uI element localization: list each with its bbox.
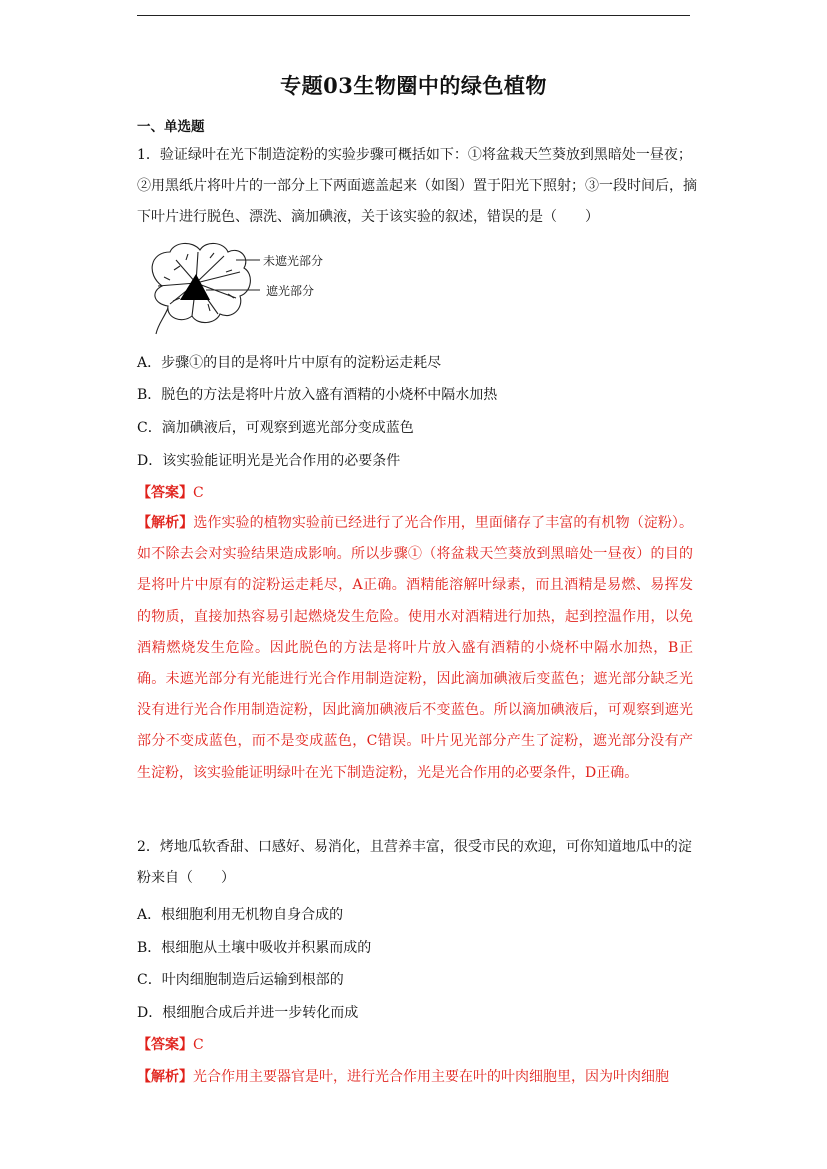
q2-answer-value: C — [193, 1037, 204, 1053]
section-heading: 一、单选题 — [137, 119, 205, 135]
q2-option-c: C．叶肉细胞制造后运输到根部的 — [137, 972, 344, 988]
page-title: 专题03生物圈中的绿色植物 — [280, 73, 547, 98]
q2-stem: 2．烤地瓜软香甜、口感好、易消化，且营养丰富，很受市民的欢迎，可你知道地瓜中的淀粉来自（ ） — [137, 839, 692, 887]
q1-option-c: C．滴加碘液后，可观察到遮光部分变成蓝色 — [137, 420, 414, 436]
q1-option-b: B．脱色的方法是将叶片放入盛有酒精的小烧杯中隔水加热 — [137, 387, 498, 403]
q2-analysis-text: 光合作用主要器官是叶，进行光合作用主要在叶的叶肉细胞里，因为叶肉细胞 — [193, 1069, 669, 1085]
q1-analysis-tag: 【解析】 — [137, 515, 194, 531]
q1-analysis-text: 选作实验的植物实验前已经进行了光合作用，里面储存了丰富的有机物（淀粉）。如不除去会对实验结果造成影响。所以步骤①（将盆栽天竺葵放到黑暗处一昼夜）的目的是将叶片中原有的淀粉运走耗尽，A正确。酒精能溶解叶绿素，而且酒精是易燃、易挥发的物质，直接加热容易引起燃烧发生危险。使用水对酒精进行加热，起到控温作用，以免酒精燃烧发生危险。因此脱色的方法是将叶片放入盛有酒精的小烧杯中隔水加热，B正确。未遮光部分有光能进行光合作用制造淀粉，因此滴加碘液后变蓝色；遮光部分缺乏光没有进行光合作用制造淀粉，因此滴加碘液后不变蓝色。所以滴加碘液后，可观察到遮光部分不变成蓝色，而不是变成蓝色，C错误。叶片见光部分产生了淀粉，遮光部分没有产生淀粉，该实验能证明绿叶在光下制造淀粉，光是光合作用的必要条件，D正确。 — [137, 515, 694, 781]
unshaded-label: 未遮光部分 — [263, 254, 324, 268]
q2-answer-tag: 【答案】 — [137, 1037, 193, 1053]
q2-option-d: D．根细胞合成后并进一步转化而成 — [137, 1005, 359, 1021]
q2-option-b: B．根细胞从土壤中吸收并积累而成的 — [137, 940, 372, 956]
q1-answer-tag: 【答案】 — [137, 485, 193, 501]
leaf-figure — [140, 238, 340, 338]
q2-analysis — [137, 1066, 669, 1086]
header-rule — [137, 15, 690, 16]
q1-stem: 1．验证绿叶在光下制造淀粉的实验步骤可概括如下：①将盆栽天竺葵放到黑暗处一昼夜；②用黑纸片将叶片的一部分上下两面遮盖起来（如图）置于阳光下照射；③一段时间后，摘下叶片进行脱色、漂洗、滴加碘液，关于该实验的叙述，错误的是（ ） — [137, 147, 697, 226]
q1-answer-value: C — [193, 485, 204, 501]
q2-option-a: A．根细胞利用无机物自身合成的 — [137, 907, 344, 923]
q1-answer — [137, 482, 204, 502]
q2-answer — [137, 1034, 204, 1054]
q1-analysis — [137, 508, 693, 789]
q2-analysis-tag: 【解析】 — [137, 1069, 193, 1085]
q1-option-d: D．该实验能证明光是光合作用的必要条件 — [137, 453, 401, 469]
shaded-label: 遮光部分 — [266, 284, 315, 298]
q1-option-a: A．步骤①的目的是将叶片中原有的淀粉运走耗尽 — [137, 355, 442, 371]
